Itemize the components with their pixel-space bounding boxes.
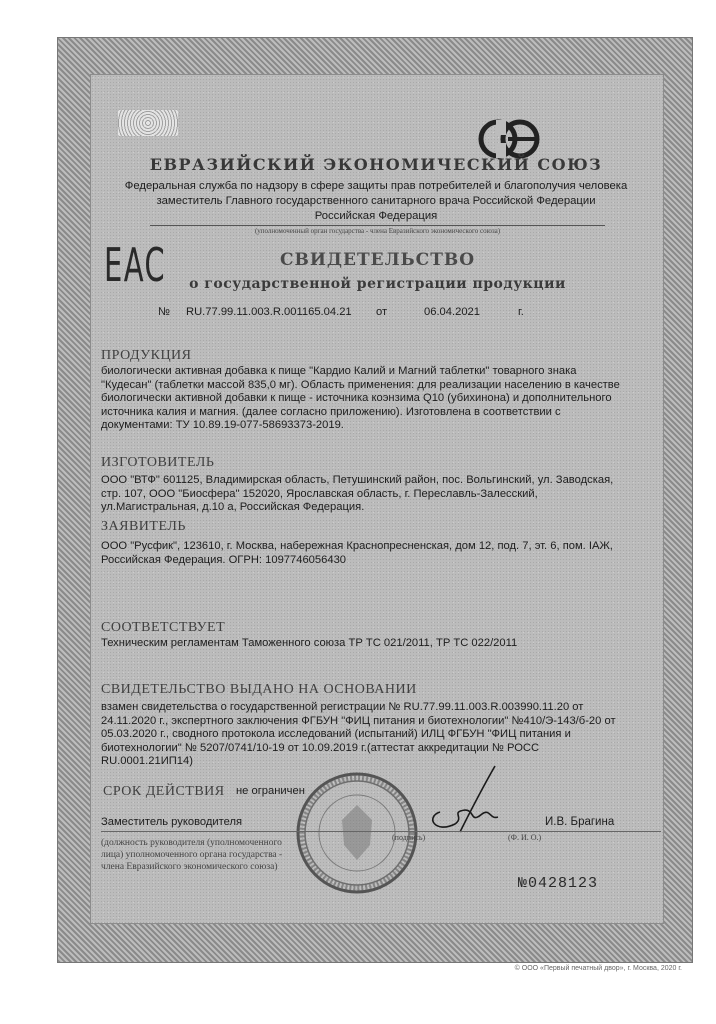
basis-line: взамен свидетельства о государственной регистрации № RU.77.99.11.003.R.003990.11.20 от — [101, 701, 584, 713]
product-text — [101, 365, 661, 433]
signature-icon — [420, 762, 510, 842]
position-note-line: (должность руководителя (уполномоченного — [101, 838, 282, 848]
applicant-line: Российская Федерация. ОГРН: 1097746056430 — [101, 553, 347, 566]
certificate-number: RU.77.99.11.003.R.001165.04.21 — [186, 306, 352, 318]
certificate-title: СВИДЕТЕЛЬСТВО — [279, 250, 476, 270]
basis-line: RU.0001.21ИП14) — [101, 755, 193, 768]
basis-line: биотехнологии" № 5207/0741/10-19 от 10.09.2019 г.(аттестат аккредитации № РОСС — [101, 741, 540, 754]
agency-line-2: заместитель Главного государственного санитарного врача Российской Федерации — [156, 195, 596, 207]
position-note-line: члена Евразийского экономического союза) — [101, 862, 278, 872]
signature-note: (подпись) — [392, 833, 426, 842]
basis-heading: СВИДЕТЕЛЬСТВО ВЫДАНО НА ОСНОВАНИИ — [101, 682, 417, 697]
signatory-position: Заместитель руководителя — [101, 816, 243, 828]
product-line: источника калия и магния. (далее согласно приложению). Изготовлена в соответствии с — [101, 405, 561, 418]
compliance-text: Техническим регламентам Таможенного союза ТР ТС 021/2011, ТР ТС 022/2011 — [101, 637, 518, 649]
basis-line: 05.03.2020 г., сводного протокола исследований (испытаний) ИЛЦ ФГБУН "ФИЦ питания и — [101, 728, 571, 741]
name-note: (Ф. И. О.) — [508, 833, 542, 842]
validity-value: не ограничен — [236, 785, 305, 797]
position-note-line: лица) уполномоченного органа государства - — [101, 850, 283, 860]
form-number: №0428123 — [518, 875, 599, 892]
eac-mark-icon: EAC — [104, 238, 166, 292]
agency-line-1: Федеральная служба по надзору в сфере защиты прав потребителей и благополучия человека — [124, 180, 628, 192]
manufacturer-line: стр. 107, ООО "Биосфера" 152020, Ярославская область, г. Переславль-Залесский, — [101, 487, 538, 500]
date-label: от — [376, 306, 388, 318]
product-line: биологически активной добавки к пище - источника коэнзима Q10 (убихинона) и дополнительного — [101, 392, 612, 405]
basis-text — [101, 701, 661, 769]
signatory-name: И.В. Брагина — [545, 816, 615, 828]
validity-heading: СРОК ДЕЙСТВИЯ — [103, 784, 225, 799]
agency-note: (уполномоченный орган государства - члена Евразийского экономического союза) — [254, 227, 501, 235]
product-line: документами: ТУ 10.89.19-077-58693373-2019. — [101, 419, 344, 432]
manufacturer-heading: ИЗГОТОВИТЕЛЬ — [101, 455, 215, 470]
printer-footer: © ООО «Первый печатный двор», г. Москва, 2020 г. — [514, 965, 682, 972]
divider — [150, 225, 605, 226]
product-line: биологически активная добавка к пище "Кардио Калий и Магний таблетки" товарного знака — [101, 365, 577, 377]
agency-line-3: Российская Федерация — [314, 210, 438, 222]
compliance-heading: СООТВЕТСТВУЕТ — [101, 620, 226, 635]
product-line: "Кудесан" (таблетки массой 835,0 мг). Область применения: для реализации населению в качестве — [101, 378, 620, 391]
year-suffix: г. — [518, 306, 524, 318]
number-label: № — [158, 306, 171, 318]
basis-line: 24.11.2020 г., экспертного заключения ФГБУН "ФИЦ питания и биотехнологии" №410/Э-143/б-20 от — [101, 714, 616, 727]
manufacturer-line: ул.Магистральная, д.10 а, Российская Федерация. — [101, 501, 365, 514]
applicant-line: ООО "Русфик", 123610, г. Москва, набережная Краснопресненская, дом 12, под. 7, эт. 6, пом. IАЖ, — [101, 540, 613, 552]
certificate-date: 06.04.2021 — [424, 306, 480, 318]
applicant-heading: ЗАЯВИТЕЛЬ — [101, 519, 186, 534]
position-note — [101, 837, 282, 873]
applicant-text — [101, 540, 661, 567]
manufacturer-text — [101, 474, 661, 515]
union-title: ЕВРАЗИЙСКИЙ ЭКОНОМИЧЕСКИЙ СОЮЗ — [149, 155, 603, 174]
manufacturer-line: ООО "ВТФ" 601125, Владимирская область, Петушинский район, пос. Вольгинский, ул. Заводская, — [101, 474, 614, 486]
product-heading: ПРОДУКЦИЯ — [101, 348, 192, 363]
security-pattern — [118, 110, 178, 136]
signature-line — [101, 831, 661, 832]
certificate-subtitle: о государственной регистрации продукции — [189, 276, 566, 292]
